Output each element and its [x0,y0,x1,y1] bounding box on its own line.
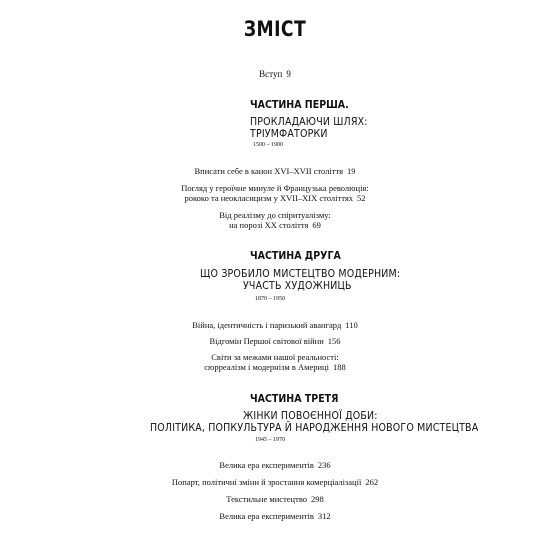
part-one-years: 1500 – 1900 [253,142,283,148]
toc-entry [0,166,550,176]
entry-title-line-1: Погляд у героїчне минуле й Французька революція: [181,183,369,193]
part-three-years: 1945 – 1970 [255,437,285,443]
entry-page-number: 236 [317,460,331,470]
part-one-title-line-1: ПРОКЛАДАЮЧИ ШЛЯХ: [250,115,368,128]
entry-label: Вступ [259,69,283,79]
entry-page-number: 298 [311,494,324,504]
part-two-title-line-1: ЩО ЗРОБИЛО МИСТЕЦТВО МОДЕРНИМ: [200,267,401,280]
toc-entry-intro [0,69,550,79]
entry-title-line-1: Від реалізму до спіритуалізму: [219,210,331,220]
part-one-title-line-2: ТРІУМФАТОРКИ [250,127,328,140]
entry-page-number: 262 [365,477,379,487]
part-two-years: 1870 – 1950 [255,296,285,302]
toc-entry [0,494,550,504]
entry-title: Вписати себе в канон XVI–XVII століття [194,166,343,176]
toc-entry [0,352,550,372]
entry-page-number: 19 [347,166,356,176]
entry-title-line-2: сюрреалізм і модернізм в Америці [204,362,329,372]
entry-title: Велика ера експериментів [219,511,314,521]
toc-entry [0,477,550,487]
toc-entry [0,336,550,346]
toc-entry [0,460,550,470]
entry-title-line-1: Світи за межами нашої реальності: [211,352,339,362]
part-one-label: ЧАСТИНА ПЕРША. [250,98,349,111]
toc-entry [0,183,550,203]
part-three-label: ЧАСТИНА ТРЕТЯ [250,392,339,405]
entry-title-line-2: на порозі XX століття [229,220,309,230]
part-three-title-line-2: ПОЛІТИКА, ПОПКУЛЬТУРА Й НАРОДЖЕННЯ НОВОГО МИСТЕЦТВА [150,421,479,434]
entry-page-number: 156 [327,336,341,346]
part-two-title-line-2: УЧАСТЬ ХУДОЖНИЦЬ [243,279,352,292]
toc-entry [0,320,550,330]
entry-page-number: 52 [357,193,366,203]
toc-entry [0,210,550,230]
entry-page-number: 110 [345,320,358,330]
entry-page-number: 188 [332,362,346,372]
entry-title: Текстильне мистецтво [226,494,308,504]
toc-entry [0,511,550,521]
entry-title: Велика ера експериментів [219,460,314,470]
entry-title-line-2: рококо та неокласицизм у XVII–XIX століттях [184,193,353,203]
entry-page-number: 69 [312,220,321,230]
part-two-label: ЧАСТИНА ДРУГА [250,249,341,262]
page-title: ЗМІСТ [243,17,307,41]
entry-title: Відгомін Першої світової війни [209,336,324,346]
entry-page-number: 312 [317,511,331,521]
part-three-title-line-1: ЖІНКИ ПОВОЄННОЇ ДОБИ: [243,409,378,422]
entry-page-number: 9 [286,69,291,79]
entry-title: Війна, ідентичність і паризький авангард [192,320,342,330]
entry-title: Попарт, політичні зміни й зростання комерціалізації [171,477,362,487]
